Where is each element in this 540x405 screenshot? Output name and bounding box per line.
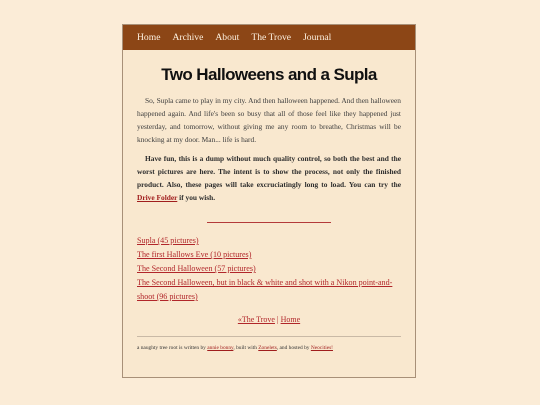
album-link-second-halloween-bw[interactable]: The Second Halloween, but in black & white and shot with a Nikon point-and-shoot (96 pictures) bbox=[137, 278, 393, 301]
nav-archive[interactable]: Archive bbox=[172, 32, 204, 43]
author-link[interactable]: annie bonny bbox=[207, 345, 234, 351]
footer-built: , built with bbox=[233, 345, 257, 351]
nav-the-trove[interactable]: The Trove bbox=[251, 32, 292, 43]
nav-about[interactable]: About bbox=[215, 32, 240, 43]
footer-divider bbox=[137, 336, 401, 337]
footer-prefix: a naughty tree root is written by bbox=[137, 345, 206, 351]
drive-folder-link[interactable]: Drive Folder bbox=[137, 193, 178, 202]
bottom-nav-separator: | bbox=[276, 315, 279, 324]
album-list bbox=[137, 234, 401, 304]
zonelets-link[interactable]: Zonelets bbox=[258, 345, 277, 351]
album-link-second-halloween[interactable]: The Second Halloween (57 pictures) bbox=[137, 264, 256, 273]
album-link-supla[interactable]: Supla (45 pictures) bbox=[137, 236, 199, 245]
back-to-trove-link[interactable]: «The Trove bbox=[237, 315, 275, 324]
page-container bbox=[122, 24, 416, 378]
note-paragraph bbox=[137, 152, 401, 204]
album-link-first-hallows-eve[interactable]: The first Hallows Eve (10 pictures) bbox=[137, 250, 252, 259]
footer-hosted: , and hosted by bbox=[276, 345, 310, 351]
bottom-home-link[interactable]: Home bbox=[280, 315, 301, 324]
footer bbox=[137, 345, 401, 351]
note-suffix: if you wish. bbox=[179, 193, 216, 202]
intro-paragraph: So, Supla came to play in my city. And then halloween happened. And then halloween happened again. And life's been so busy that all of those feel like they happened just yesterday, and tomorrow, without giving me any room to breathe, Christmas will be knocking at my door. Man... life is hard. bbox=[137, 96, 401, 144]
nav-journal[interactable]: Journal bbox=[303, 32, 332, 43]
top-nav bbox=[123, 25, 415, 50]
note-text: Have fun, this is a dump without much quality control, so both the best and the worst pictures are here. The intent is to show the process, not only the finished product. Also, these pages will take excruciatingly long to load. You can try the bbox=[137, 154, 401, 189]
neocities-link[interactable]: Neocities! bbox=[310, 345, 333, 351]
divider bbox=[207, 222, 331, 223]
page-title: Two Halloweens and a Supla bbox=[161, 65, 377, 84]
nav-home[interactable]: Home bbox=[137, 32, 161, 43]
bottom-nav bbox=[123, 315, 415, 324]
